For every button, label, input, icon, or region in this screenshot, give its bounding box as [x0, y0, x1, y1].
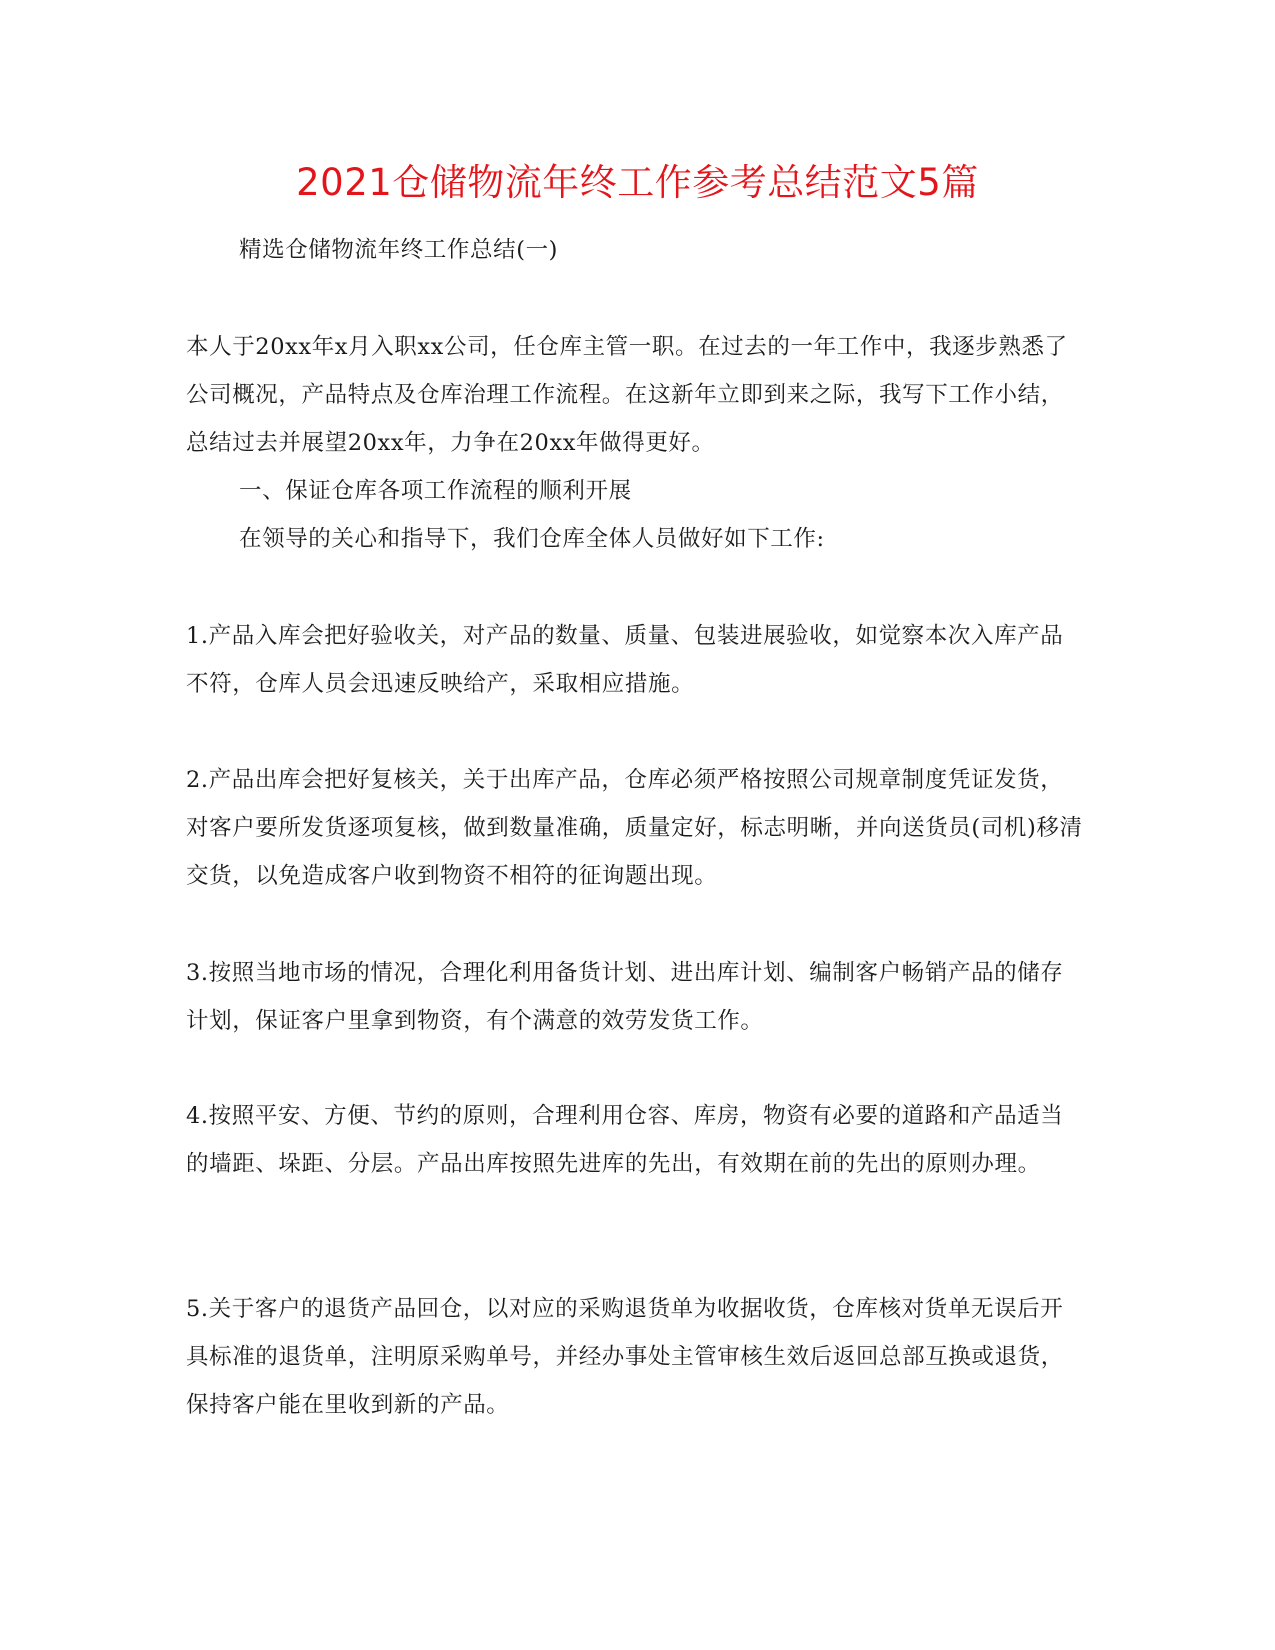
list-item-5: 5.关于客户的退货产品回仓，以对应的采购退货单为收据收货，仓库核对货单无误后开具标准的退货单，注明原采购单号，并经办事处主管审核生效后返回总部互换或退货，保持客户能在里收到新的产品。: [186, 1296, 1064, 1418]
section-heading: 一、保证仓库各项工作流程的顺利开展: [239, 478, 632, 504]
intro-paragraph: 本人于20xx年x月入职xx公司，任仓库主管一职。在过去的一年工作中，我逐步熟悉了公司概况，产品特点及仓库治理工作流程。在这新年立即到来之际，我写下工作小结，总结过去并展望20xx年，力争在20xx年做得更好。: [186, 334, 1068, 456]
list-item-3: 3.按照当地市场的情况，合理化利用备货计划、进出库计划、编制客户畅销产品的储存计划，保证客户里拿到物资，有个满意的效劳发货工作。: [186, 960, 1064, 1034]
lead-paragraph: 在领导的关心和指导下，我们仓库全体人员做好如下工作:: [239, 526, 825, 552]
document-subtitle: 精选仓储物流年终工作总结(一): [239, 237, 559, 263]
list-item-2: 2.产品出库会把好复核关，关于出库产品，仓库必须严格按照公司规章制度凭证发货，对客户要所发货逐项复核，做到数量准确，质量定好，标志明晰，并向送货员(司机)移清交货，以免造成客户收到物资不相符的征询题出现。: [186, 767, 1083, 889]
list-item-4: 4.按照平安、方便、节约的原则，合理利用仓容、库房，物资有必要的道路和产品适当的墙距、垛距、分层。产品出库按照先进库的先出，有效期在前的先出的原则办理。: [186, 1103, 1064, 1177]
list-item-1: 1.产品入库会把好验收关，对产品的数量、质量、包装进展验收，如觉察本次入库产品不符，仓库人员会迅速反映给产，采取相应措施。: [186, 623, 1064, 697]
document-title: 2021仓储物流年终工作参考总结范文5篇: [296, 161, 979, 204]
